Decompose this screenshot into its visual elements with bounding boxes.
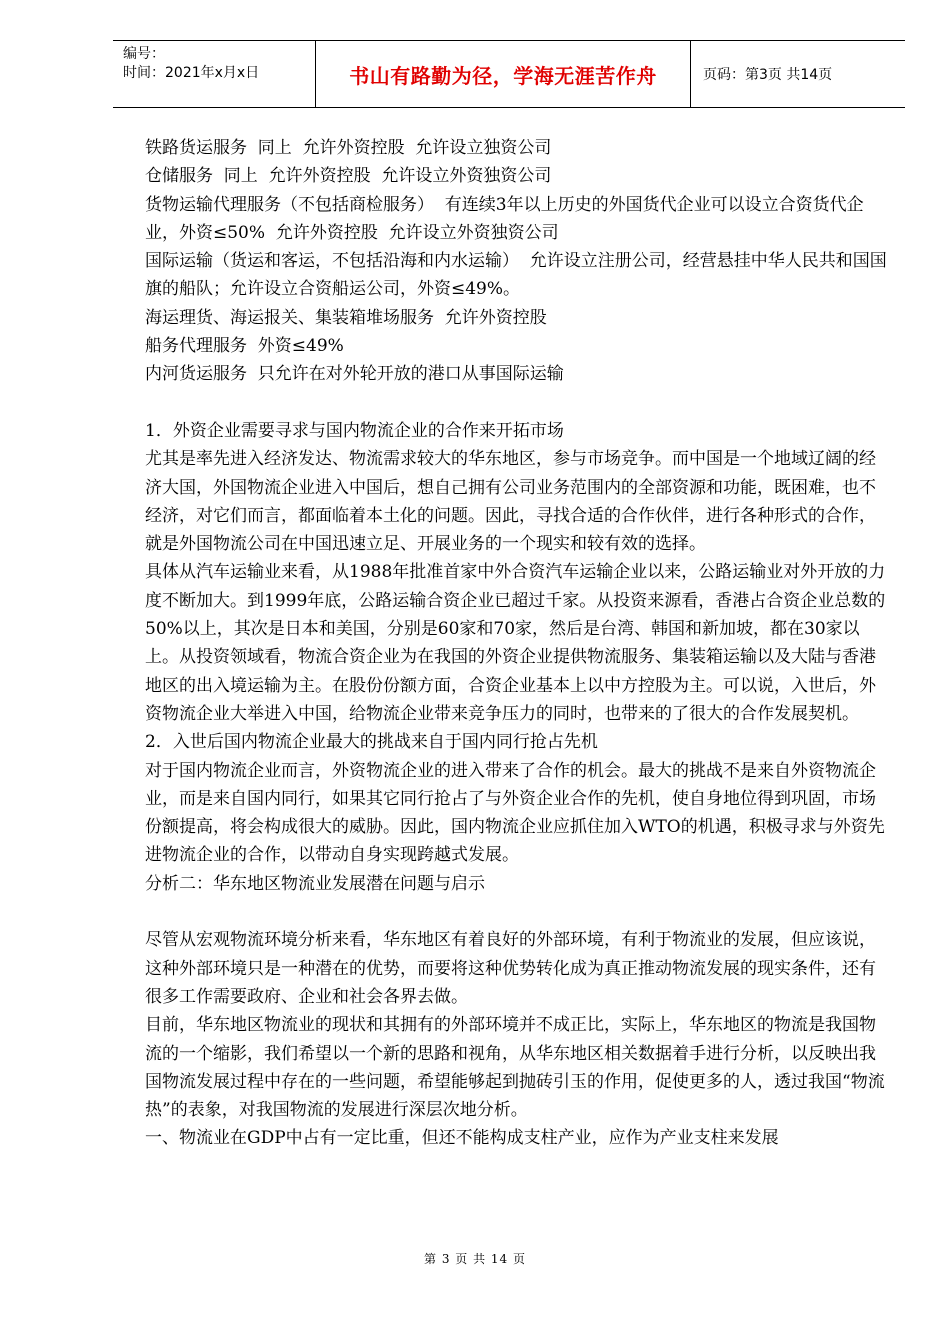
paragraph: 海运理货、海运报关、集装箱堆场服务 允许外资控股: [145, 307, 547, 328]
header-motto-cell: [315, 41, 691, 107]
paragraph: 内河货运服务 只允许在对外轮开放的港口从事国际运输: [145, 364, 564, 385]
blank-line: [145, 898, 890, 926]
paragraph: 具体从汽车运输业来看，从1988年批准首家中外合资汽车运输企业以来，公路运输业对外开放的力度不断加大。到1999年底，公路运输合资企业已超过千家。从投资来源看，香港占合资企业总数的50%以上，其次是日本和美国，分别是60家和70家，然后是台湾、韩国和新加坡，都在30家以上。从投资领域看，物流合资企业为在我国的外资企业提供物流服务、集装箱运输以及大陆与香港地区的出入境运输为主。在股份份额方面，合资企业基本上以中方控股为主。可以说，入世后，外资物流企业大举进入中国，给物流企业带来竞争压力的同时，也带来的了很大的合作发展契机。: [145, 562, 886, 724]
paragraph: 目前，华东地区物流业的现状和其拥有的外部环境并不成正比，实际上，华东地区的物流是我国物流的一个缩影，我们希望以一个新的思路和视角，从华东地区相关数据着手进行分析，以反映出我国物流发展过程中存在的一些问题，希望能够起到抛砖引玉的作用，促使更多的人，透过我国“物流热”的表象，对我国物流的发展进行深层次地分析。: [145, 1015, 885, 1121]
page-footer: 第 3 页 共 14 页: [424, 1252, 526, 1266]
paragraph: 仓储服务 同上 允许外资控股 允许设立外资独资公司: [145, 166, 552, 187]
header-motto: 书山有路勤为径，学海无涯苦作舟: [349, 63, 657, 88]
section-heading: 2．入世后国内物流企业最大的挑战来自于国内同行抢占先机: [145, 732, 598, 753]
header-meta: [113, 41, 315, 107]
document-body: [145, 134, 890, 1153]
time-label: 时间：2021年x月x日: [123, 65, 260, 81]
paragraph: 铁路货运服务 同上 允许外资控股 允许设立独资公司: [145, 138, 552, 158]
section-heading: 1．外资企业需要寻求与国内物流企业的合作来开拓市场: [145, 420, 564, 441]
paragraph: 尤其是率先进入经济发达、物流需求较大的华东地区，参与市场竞争。而中国是一个地域辽阔的经济大国，外国物流企业进入中国后，想自己拥有公司业务范围内的全部资源和功能，既困难，也不经济，对它们而言，都面临着本土化的问题。因此，寻找合适的合作伙伴，进行各种形式的合作，就是外国物流公司在中国迅速立足、开展业务的一个现实和较有效的选择。: [145, 449, 876, 555]
paragraph: 货物运输代理服务（不包括商检服务） 有连续3年以上历史的外国货代企业可以设立合资货代企业，外资≤50% 允许外资控股 允许设立外资独资公司: [145, 194, 864, 243]
blank-line: [145, 389, 890, 417]
section-heading: 分析二：华东地区物流业发展潜在问题与启示: [145, 873, 485, 894]
page-header: [113, 40, 905, 108]
paragraph: 国际运输（货运和客运，不包括沿海和内水运输） 允许设立注册公司，经营悬挂中华人民共和国国旗的船队；允许设立合资船运公司，外资≤49%。: [145, 251, 887, 300]
paragraph: 对于国内物流企业而言，外资物流企业的进入带来了合作的机会。最大的挑战不是来自外资物流企业，而是来自国内同行，如果其它同行抢占了与外资企业合作的先机，使自身地位得到巩固，市场份额提高，将会构成很大的威胁。因此，国内物流企业应抓住加入WTO的机遇，积极寻求与外资先进物流企业的合作，以带动自身实现跨越式发展。: [145, 760, 885, 866]
paragraph: 船务代理服务 外资≤49%: [145, 336, 344, 357]
header-page-info: 页码：第3页 共14页: [703, 67, 833, 83]
serial-label: 编号：: [123, 46, 165, 62]
section-heading: 一、物流业在GDP中占有一定比重，但还不能构成支柱产业，应作为产业支柱来发展: [145, 1128, 779, 1149]
paragraph: 尽管从宏观物流环境分析来看，华东地区有着良好的外部环境，有利于物流业的发展，但应该说，这种外部环境只是一种潜在的优势，而要将这种优势转化成为真正推动物流发展的现实条件，还有很多工作需要政府、企业和社会各界去做。: [145, 930, 876, 1007]
